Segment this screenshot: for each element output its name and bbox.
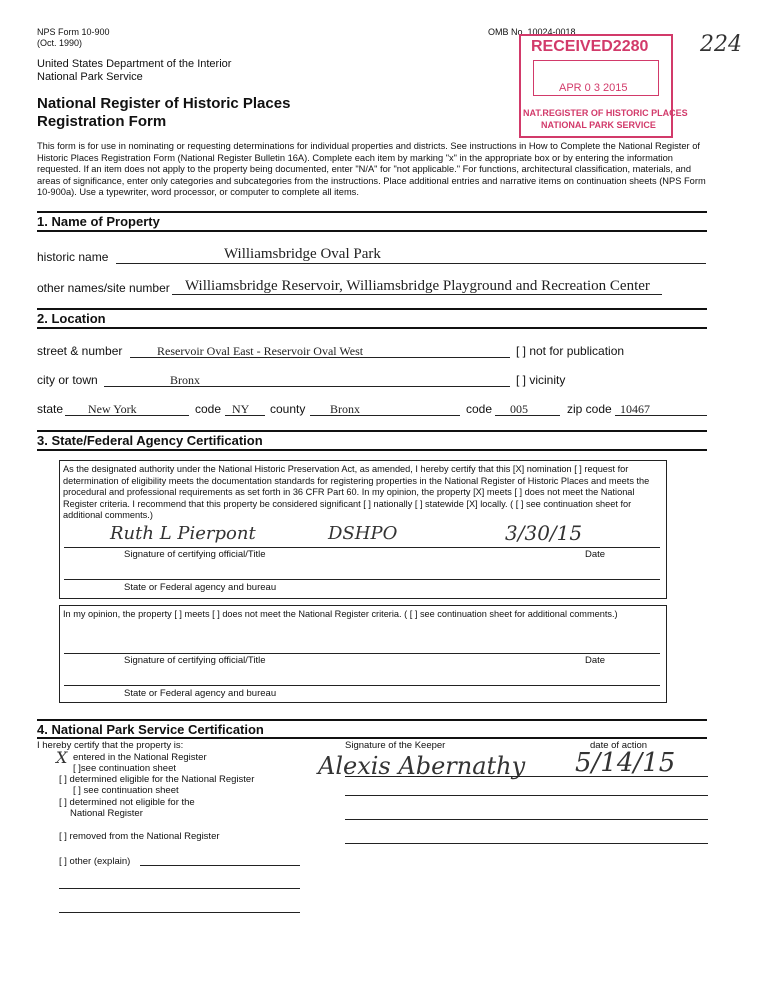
handwritten-page-number: 224 bbox=[700, 32, 742, 57]
stamp-date: APR 0 3 2015 bbox=[559, 82, 628, 94]
section-2-heading: 2. Location bbox=[37, 311, 106, 326]
option-removed[interactable]: [ ] removed from the National Register bbox=[59, 831, 220, 842]
state-label: state bbox=[37, 402, 64, 416]
date-label-2: Date bbox=[585, 655, 606, 666]
section-4-heading: 4. National Park Service Certification bbox=[37, 722, 264, 737]
date-label: Date bbox=[585, 549, 606, 560]
keeper-signature: Alexis Abernathy bbox=[318, 752, 526, 780]
keeper-date: 5/14/15 bbox=[575, 748, 676, 778]
historic-name-label: historic name bbox=[37, 250, 109, 264]
opinion-box bbox=[59, 605, 667, 703]
city-label: city or town bbox=[37, 373, 98, 387]
option-continuation-1[interactable]: [ ]see continuation sheet bbox=[73, 763, 176, 774]
stamp-received: RECEIVED2280 bbox=[531, 38, 649, 55]
zip-label: zip code bbox=[567, 402, 612, 416]
historic-name-value[interactable]: Williamsbridge Oval Park bbox=[224, 246, 381, 262]
street-value[interactable]: Reservoir Oval East - Reservoir Oval West bbox=[157, 344, 364, 358]
state-code-value[interactable]: NY bbox=[232, 402, 250, 416]
stamp-line-2: NATIONAL PARK SERVICE bbox=[541, 120, 656, 130]
form-date: (Oct. 1990) bbox=[37, 38, 83, 48]
nps-intro: I hereby certify that the property is: bbox=[37, 740, 184, 751]
option-not-eligible[interactable]: [ ] determined not eligible for the bbox=[59, 797, 195, 808]
county-label: county bbox=[270, 402, 306, 416]
county-value[interactable]: Bronx bbox=[330, 402, 360, 416]
signature-label: Signature of certifying official/Title bbox=[124, 549, 266, 560]
option-determined-eligible[interactable]: [ ] determined eligible for the National Register bbox=[59, 774, 255, 785]
zip-value[interactable]: 10467 bbox=[620, 402, 650, 416]
intro-instructions: This form is for use in nominating or requesting determinations for individual properties and districts. See instructions in How to Complete the National Register of Historic Places Registration Form (National Register Bulletin 16A). Complete each item by marking "x" in the appropriate box or by entering the information requested. If an item does not apply to the property being documented, enter "N/A" for "not applicable." For functions, architectural classification, materials, and areas of significance, enter only categories and subcategories from the instructions. Place additional entries and narrative items on continuation sheets (NPS Form 10-900a). Use a typewriter, word processor, or computer to complete all items. bbox=[37, 141, 706, 197]
agency-label: State or Federal agency and bureau bbox=[124, 582, 277, 593]
keeper-signature-label: Signature of the Keeper bbox=[345, 740, 446, 751]
option-other[interactable]: [ ] other (explain) bbox=[59, 856, 131, 867]
agency-label-2: State or Federal agency and bureau bbox=[124, 688, 277, 699]
received-stamp bbox=[519, 34, 688, 138]
section-1-heading: 1. Name of Property bbox=[37, 214, 160, 229]
stamp-line-1: NAT.REGISTER OF HISTORIC PLACES bbox=[523, 108, 688, 118]
certification-box bbox=[59, 460, 667, 599]
other-names-value[interactable]: Williamsbridge Reservoir, Williamsbridge Playground and Recreation Center bbox=[185, 278, 650, 294]
option-not-eligible-cont: National Register bbox=[70, 808, 143, 819]
other-names-label: other names/site number bbox=[37, 281, 170, 295]
agency: National Park Service bbox=[37, 71, 143, 83]
certification-text: As the designated authority under the National Historic Preservation Act, as amended, I hereby certify that this [X] nomination [ ] request for determination of eligibility meets the documentation standards for registering properties in the National Register of Historic Places and meets the procedural and professional requirements as set forth in 36 CFR Part 60. In my opinion, the property [X] meets [ ] does not meet the National Register criteria. I recommend that this property be considered significant [ ] nationally [ ] statewide [X] locally. ( [ ] see continuation sheet for additional comments.) bbox=[63, 464, 650, 520]
city-value[interactable]: Bronx bbox=[170, 373, 200, 387]
county-code-label: code bbox=[466, 402, 493, 416]
certifier-date: 3/30/15 bbox=[505, 521, 583, 545]
signature-label-2: Signature of certifying official/Title bbox=[124, 655, 266, 666]
omb-number: OMB No. 10024-0018 bbox=[488, 27, 576, 37]
vicinity-checkbox[interactable]: [ ] vicinity bbox=[516, 373, 566, 387]
section-3-heading: 3. State/Federal Agency Certification bbox=[37, 433, 263, 448]
department: United States Department of the Interior bbox=[37, 58, 232, 70]
option-entered[interactable]: entered in the National Register bbox=[73, 752, 207, 763]
county-code-value[interactable]: 005 bbox=[510, 402, 528, 416]
opinion-text: In my opinion, the property [ ] meets [ ] does not meet the National Register criteria. ( [ ] see continuation sheet for additional comments.) bbox=[63, 609, 618, 619]
state-value[interactable]: New York bbox=[88, 402, 137, 416]
state-code-label: code bbox=[195, 402, 222, 416]
not-for-publication-checkbox[interactable]: [ ] not for publication bbox=[516, 344, 625, 358]
certifier-title: DSHPO bbox=[328, 523, 398, 544]
form-subtitle: Registration Form bbox=[37, 113, 167, 130]
option-continuation-2[interactable]: [ ] see continuation sheet bbox=[73, 785, 179, 796]
form-number: NPS Form 10-900 bbox=[37, 27, 110, 37]
entered-check-mark: X bbox=[56, 748, 68, 767]
date-of-action-label: date of action bbox=[590, 740, 648, 751]
street-label: street & number bbox=[37, 344, 123, 358]
form-title: National Register of Historic Places bbox=[37, 95, 291, 112]
certifier-signature: Ruth L Pierpont bbox=[110, 523, 256, 544]
